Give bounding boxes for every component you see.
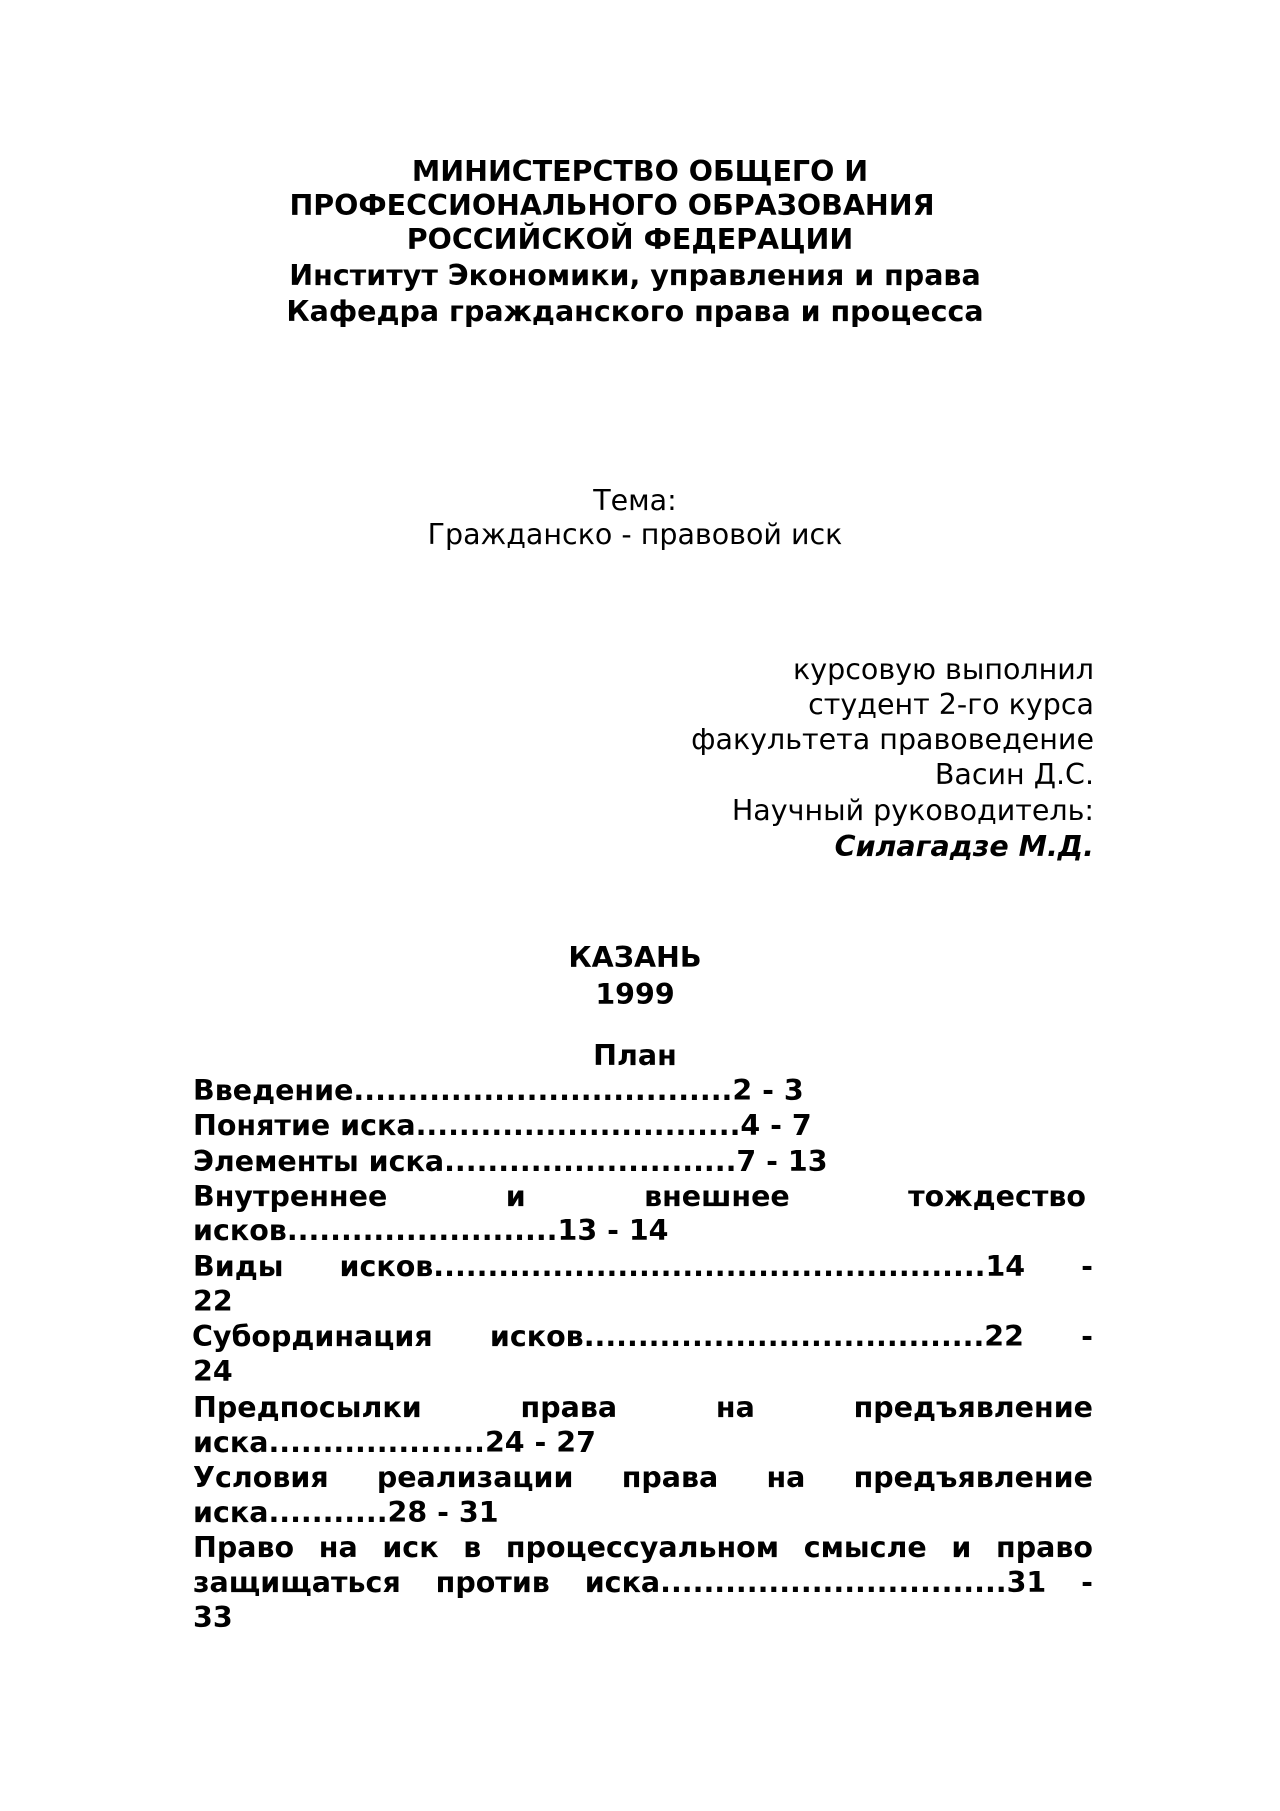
toc-word: внешнее <box>644 1180 790 1213</box>
toc-item-types-cont: 22 <box>193 1285 233 1318</box>
toc-word: на <box>766 1461 806 1494</box>
toc-word: Субординация <box>192 1320 433 1353</box>
toc-word: права <box>621 1461 719 1494</box>
toc-word: - <box>1081 1566 1093 1599</box>
toc-word: смысле <box>803 1531 927 1564</box>
toc-item-elements: Элементы иска...........................7 - 13 <box>193 1145 828 1178</box>
toc-word: право <box>996 1531 1093 1564</box>
toc-item-types <box>193 1249 1093 1285</box>
toc-word: против <box>435 1566 550 1599</box>
toc-item-identity <box>193 1179 1086 1215</box>
toc-word: процессуальном <box>505 1531 780 1564</box>
toc-word: - <box>1081 1250 1093 1283</box>
toc-item-right-to-claim-cont: 33 <box>193 1601 233 1634</box>
institute-name: Институт Экономики, управления и права <box>289 259 981 292</box>
toc-word: иск <box>382 1531 439 1564</box>
author-line-2: студент 2-го курса <box>808 688 1094 721</box>
toc-word: предъявление <box>853 1391 1093 1424</box>
author-line-1: курсовую выполнил <box>793 653 1094 686</box>
toc-item-concept: Понятие иска..............................4 - 7 <box>193 1109 812 1142</box>
toc-word: права <box>520 1391 618 1424</box>
toc-word: Право <box>193 1531 295 1564</box>
toc-word: иска................................31 <box>584 1566 1047 1599</box>
toc-word: Предпосылки <box>193 1391 422 1424</box>
toc-word: и <box>505 1180 526 1213</box>
toc-item-prerequisites-cont: иска....................24 - 27 <box>193 1426 596 1459</box>
toc-item-subordination-cont: 24 <box>193 1355 233 1388</box>
toc-word: исков.....................................22 <box>489 1320 1024 1353</box>
supervisor-label: Научный руководитель: <box>731 794 1094 827</box>
city: КАЗАНЬ <box>568 941 702 974</box>
toc-item-conditions <box>193 1460 1093 1496</box>
year: 1999 <box>595 978 675 1011</box>
toc-word: исков...................................................14 <box>339 1250 1026 1283</box>
toc-item-conditions-cont: иска...........28 - 31 <box>193 1496 499 1529</box>
toc-item-subordination <box>192 1319 1093 1355</box>
author-line-3: факультета правоведение <box>691 723 1094 756</box>
plan-title: План <box>593 1039 677 1072</box>
toc-word: на <box>318 1531 358 1564</box>
department-name: Кафедра гражданского права и процесса <box>286 295 984 328</box>
toc-word: предъявление <box>853 1461 1093 1494</box>
toc-word: на <box>715 1391 755 1424</box>
ministry-line-1: МИНИСТЕРСТВО ОБЩЕГО И <box>411 155 869 188</box>
toc-word: Внутреннее <box>193 1180 388 1213</box>
topic-label: Тема: <box>593 484 677 517</box>
toc-item-introduction: Введение...................................2 - 3 <box>193 1074 804 1107</box>
toc-item-prerequisites <box>193 1390 1093 1426</box>
toc-word: Условия <box>193 1461 329 1494</box>
ministry-line-3: РОССИЙСКОЙ ФЕДЕРАЦИИ <box>406 223 854 256</box>
toc-item-right-to-claim-line2 <box>193 1565 1093 1601</box>
toc-word: реализации <box>376 1461 574 1494</box>
supervisor-name: Силагадзе М.Д. <box>834 830 1094 863</box>
toc-word: и <box>951 1531 972 1564</box>
topic-title: Гражданско - правовой иск <box>427 518 843 551</box>
toc-word: в <box>463 1531 482 1564</box>
author-name: Васин Д.С. <box>934 758 1094 791</box>
toc-word: Виды <box>193 1250 284 1283</box>
toc-item-right-to-claim <box>193 1530 1093 1566</box>
toc-word: тождество <box>908 1180 1086 1213</box>
ministry-line-2: ПРОФЕССИОНАЛЬНОГО ОБРАЗОВАНИЯ <box>289 189 935 222</box>
toc-word: защищаться <box>193 1566 401 1599</box>
toc-word: - <box>1081 1320 1093 1353</box>
toc-item-identity-cont: исков.........................13 - 14 <box>193 1214 669 1247</box>
